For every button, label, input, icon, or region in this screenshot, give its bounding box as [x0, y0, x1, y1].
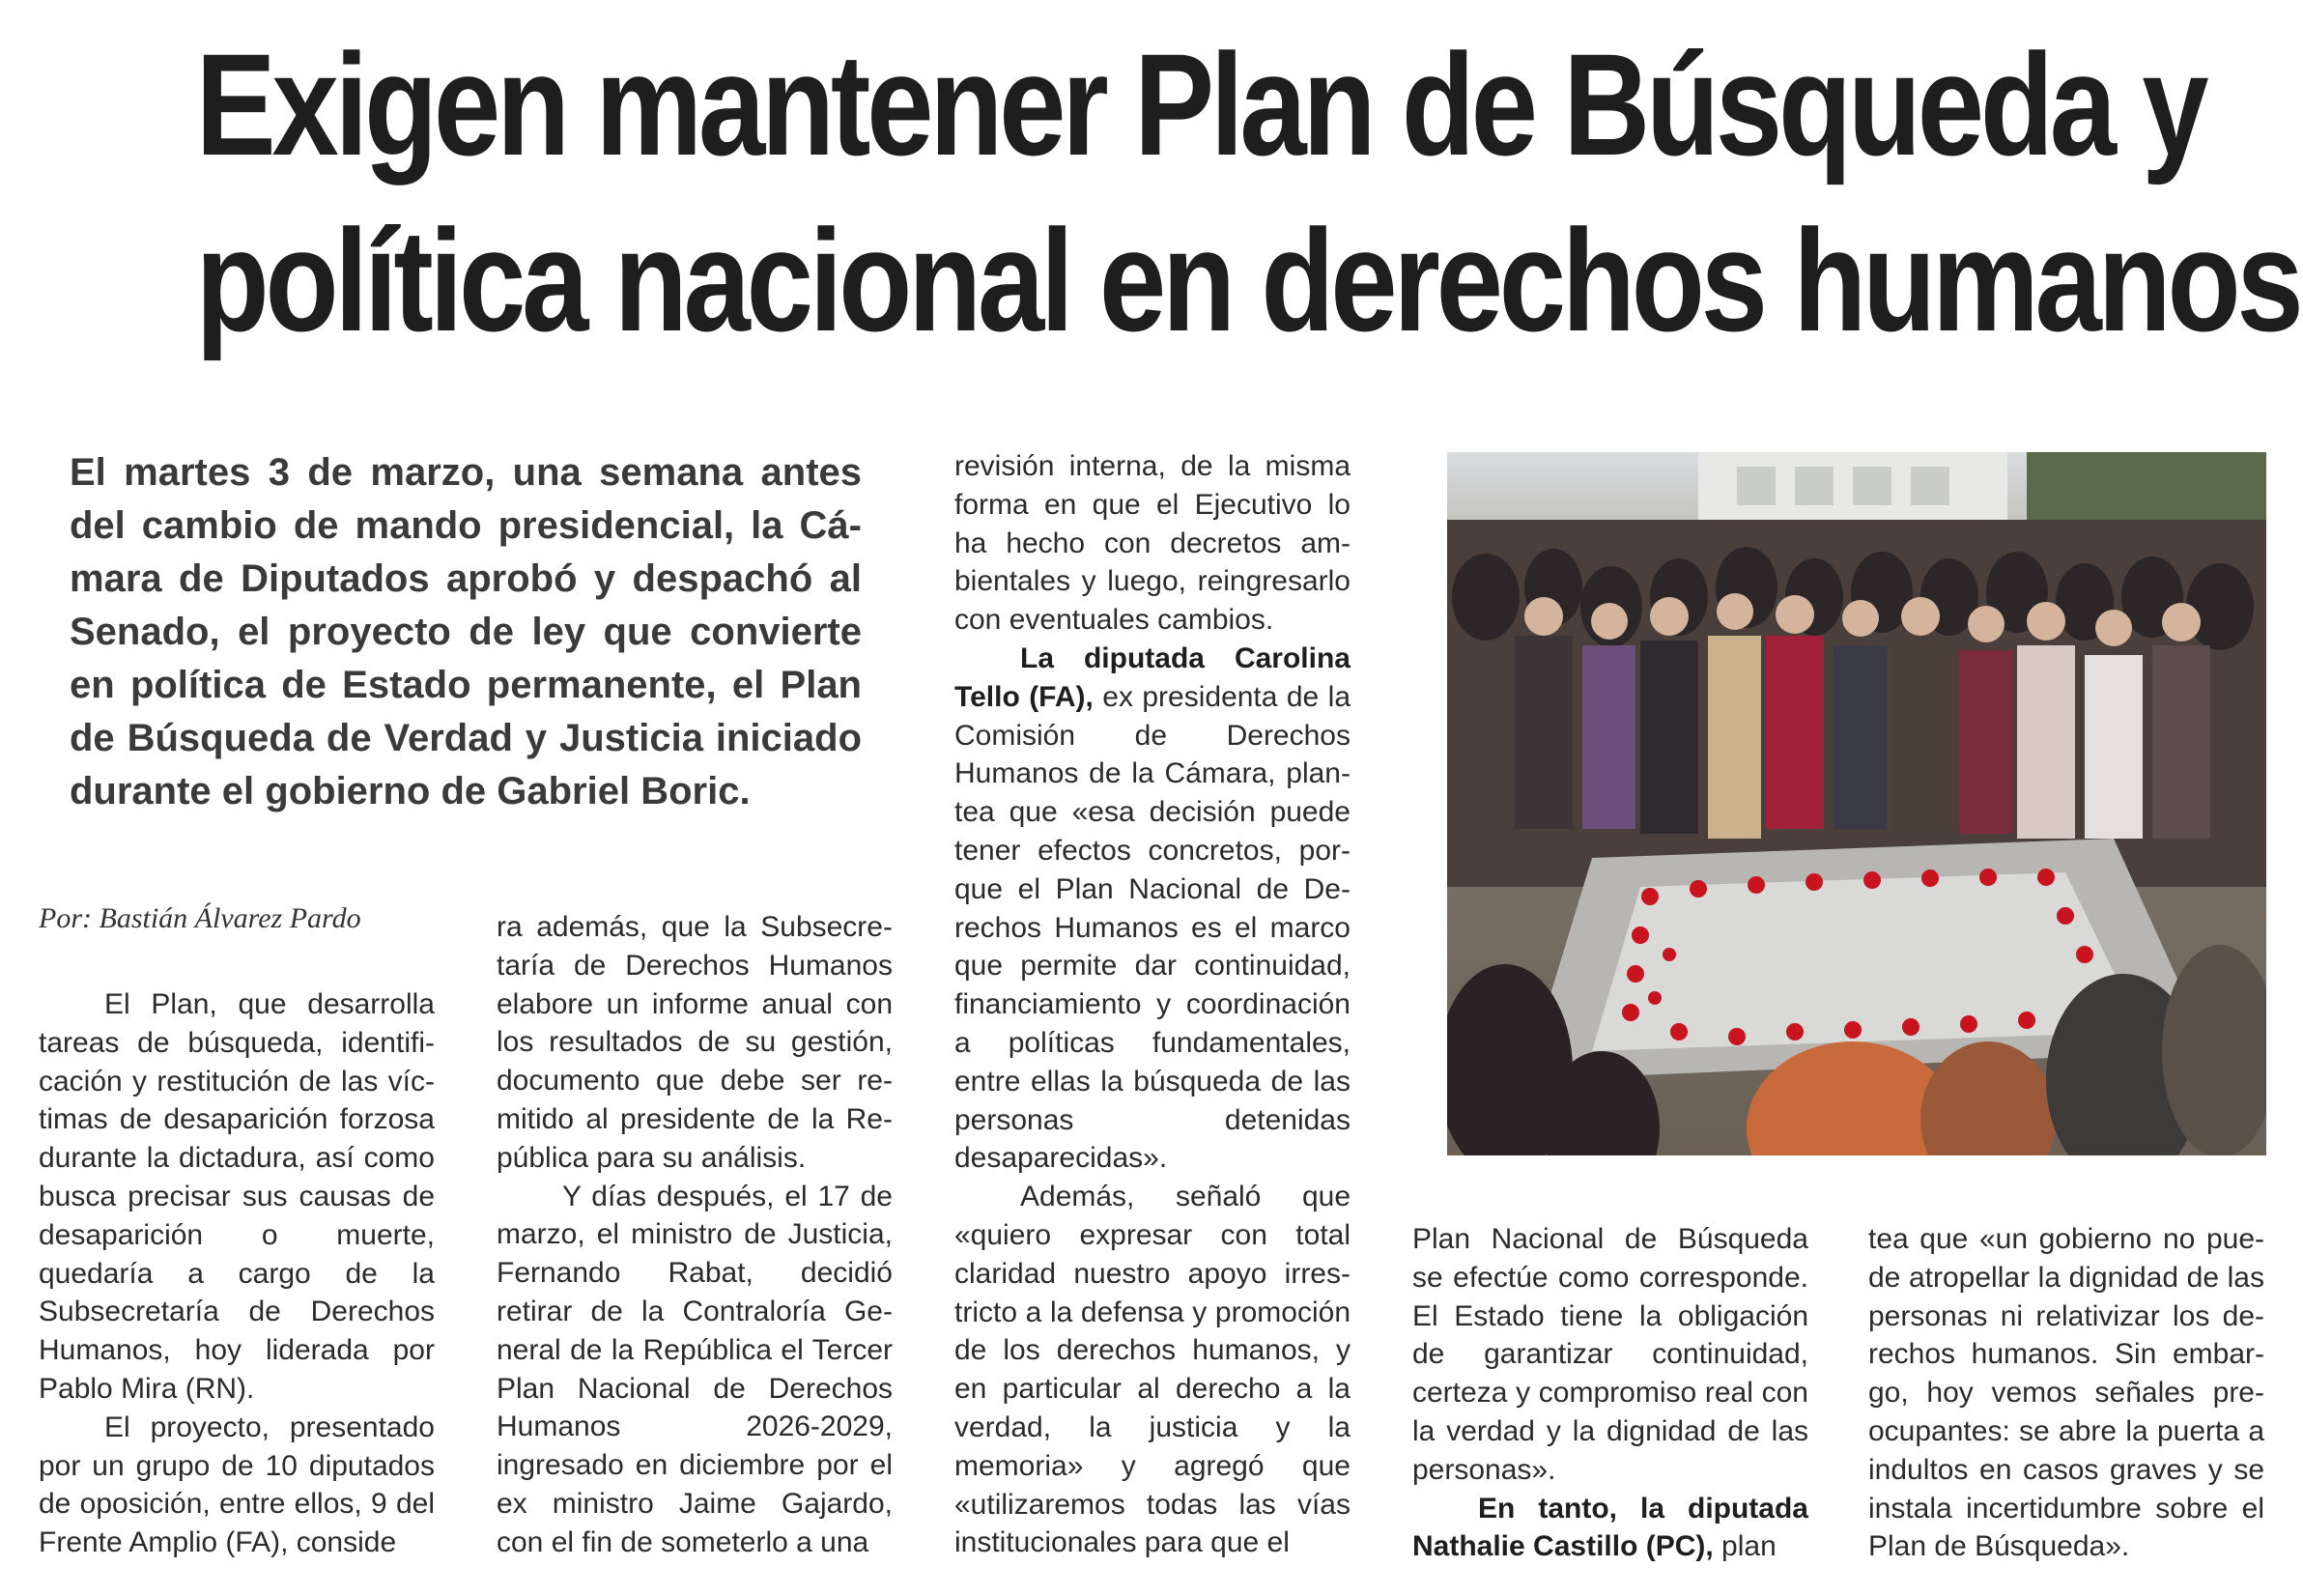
body-paragraph: El Plan, que desarrolla tareas de búsqueda, identificación y restitución de las víctimas de desaparición forzosa durante la dictadura, así como busca precisar sus causas de desaparición o muerte, quedaría a cargo de la Subsecretaría de Derechos Humanos, hoy liderada por Pablo Mira (RN). [39, 988, 435, 1405]
body-paragraph: ra además, que la Subsecretaría de Derechos Humanos elabore un informe anual con los resultados de su gestión, documento que debe ser remitido al presidente de la República para su análisis. [497, 911, 893, 1174]
speaker-name-castillo: En tanto, la diputada Nathalie Castillo (PC), [1412, 1492, 1808, 1563]
body-paragraph: Plan Nacional de Búsqueda se efectúe como corresponde. El Estado tiene la obligación de garantizar continuidad, certeza y compromiso real con la verdad y la dignidad de las personas». [1412, 1223, 1808, 1486]
body-paragraph [954, 640, 1351, 1178]
body-paragraph: El proyecto, presentado por un grupo de 10 diputados de oposición, entre ellos, 9 del Frente Amplio (FA), conside [39, 1411, 435, 1559]
body-text: plan [1713, 1530, 1777, 1563]
memorial-photo [1447, 452, 2266, 1155]
headline-line-1: Exigen mantener Plan de Búsqueda y [195, 23, 2205, 185]
memorial-crowd-image [1447, 452, 2266, 1155]
article-column-3 [954, 447, 1351, 1562]
body-paragraph: tea que «un gobierno no puede atropellar la dignidad de las personas ni relativizar los derechos humanos. Sin embargo, hoy vemos señales preocupantes: se abre la puerta a indultos en casos graves y se instala incertidumbre sobre el Plan de Búsqueda». [1868, 1223, 2264, 1563]
article-column-2 [497, 908, 893, 1562]
body-paragraph: Y días después, el 17 de marzo, el ministro de Justicia, Fernando Rabat, decidió retirar de la Contraloría General de la República el Tercer Plan Nacional de Derechos Humanos 2026-2029, ingresado en diciembre por el ex ministro Jaime Gajardo, con el fin de someterlo a una [497, 1180, 893, 1558]
article-column-5 [1868, 1220, 2264, 1566]
byline: Por: Bastián Álvarez Pardo [39, 902, 361, 934]
article-column-4 [1412, 1220, 1808, 1566]
body-paragraph [1412, 1490, 1808, 1567]
body-paragraph: Además, señaló que «quiero expresar con total claridad nuestro apoyo irrestricto a la defensa y promoción de los derechos humanos, y en particular al derecho a la verdad, la justicia y la memoria» y agregó que «utilizaremos todas las vías institucionales para que el [954, 1181, 1351, 1559]
lead-paragraph: El martes 3 de marzo, una semana antes del cambio de mando presidencial, la Cámara de Diputados aprobó y despachó al Senado, el proyecto de ley que convierte en política de Estado permanente, el Plan de Búsqueda de Verdad y Justicia iniciado durante el gobierno de Gabriel Boric. [70, 451, 862, 812]
headline-line-2: política nacional en derechos humanos [195, 199, 2300, 361]
article-column-1 [39, 985, 435, 1562]
speaker-name-tello: La diputada Carolina Tello (FA), [954, 641, 1351, 713]
body-paragraph: revisión interna, de la misma forma en que el Ejecutivo lo ha hecho con decretos ambientales y luego, reingresarlo con eventuales cambios. [954, 450, 1351, 637]
body-text: ex presidenta de la Comisión de Derechos Humanos de la Cámara, plantea que «esa decisión puede tener efectos concretos, porque el Plan Nacional de Derechos Humanos es el marco que permite dar continuidad, financiamiento y coordinación a políticas fundamentales, entre ellas la búsqueda de las personas detenidas desaparecidas». [954, 680, 1351, 1175]
